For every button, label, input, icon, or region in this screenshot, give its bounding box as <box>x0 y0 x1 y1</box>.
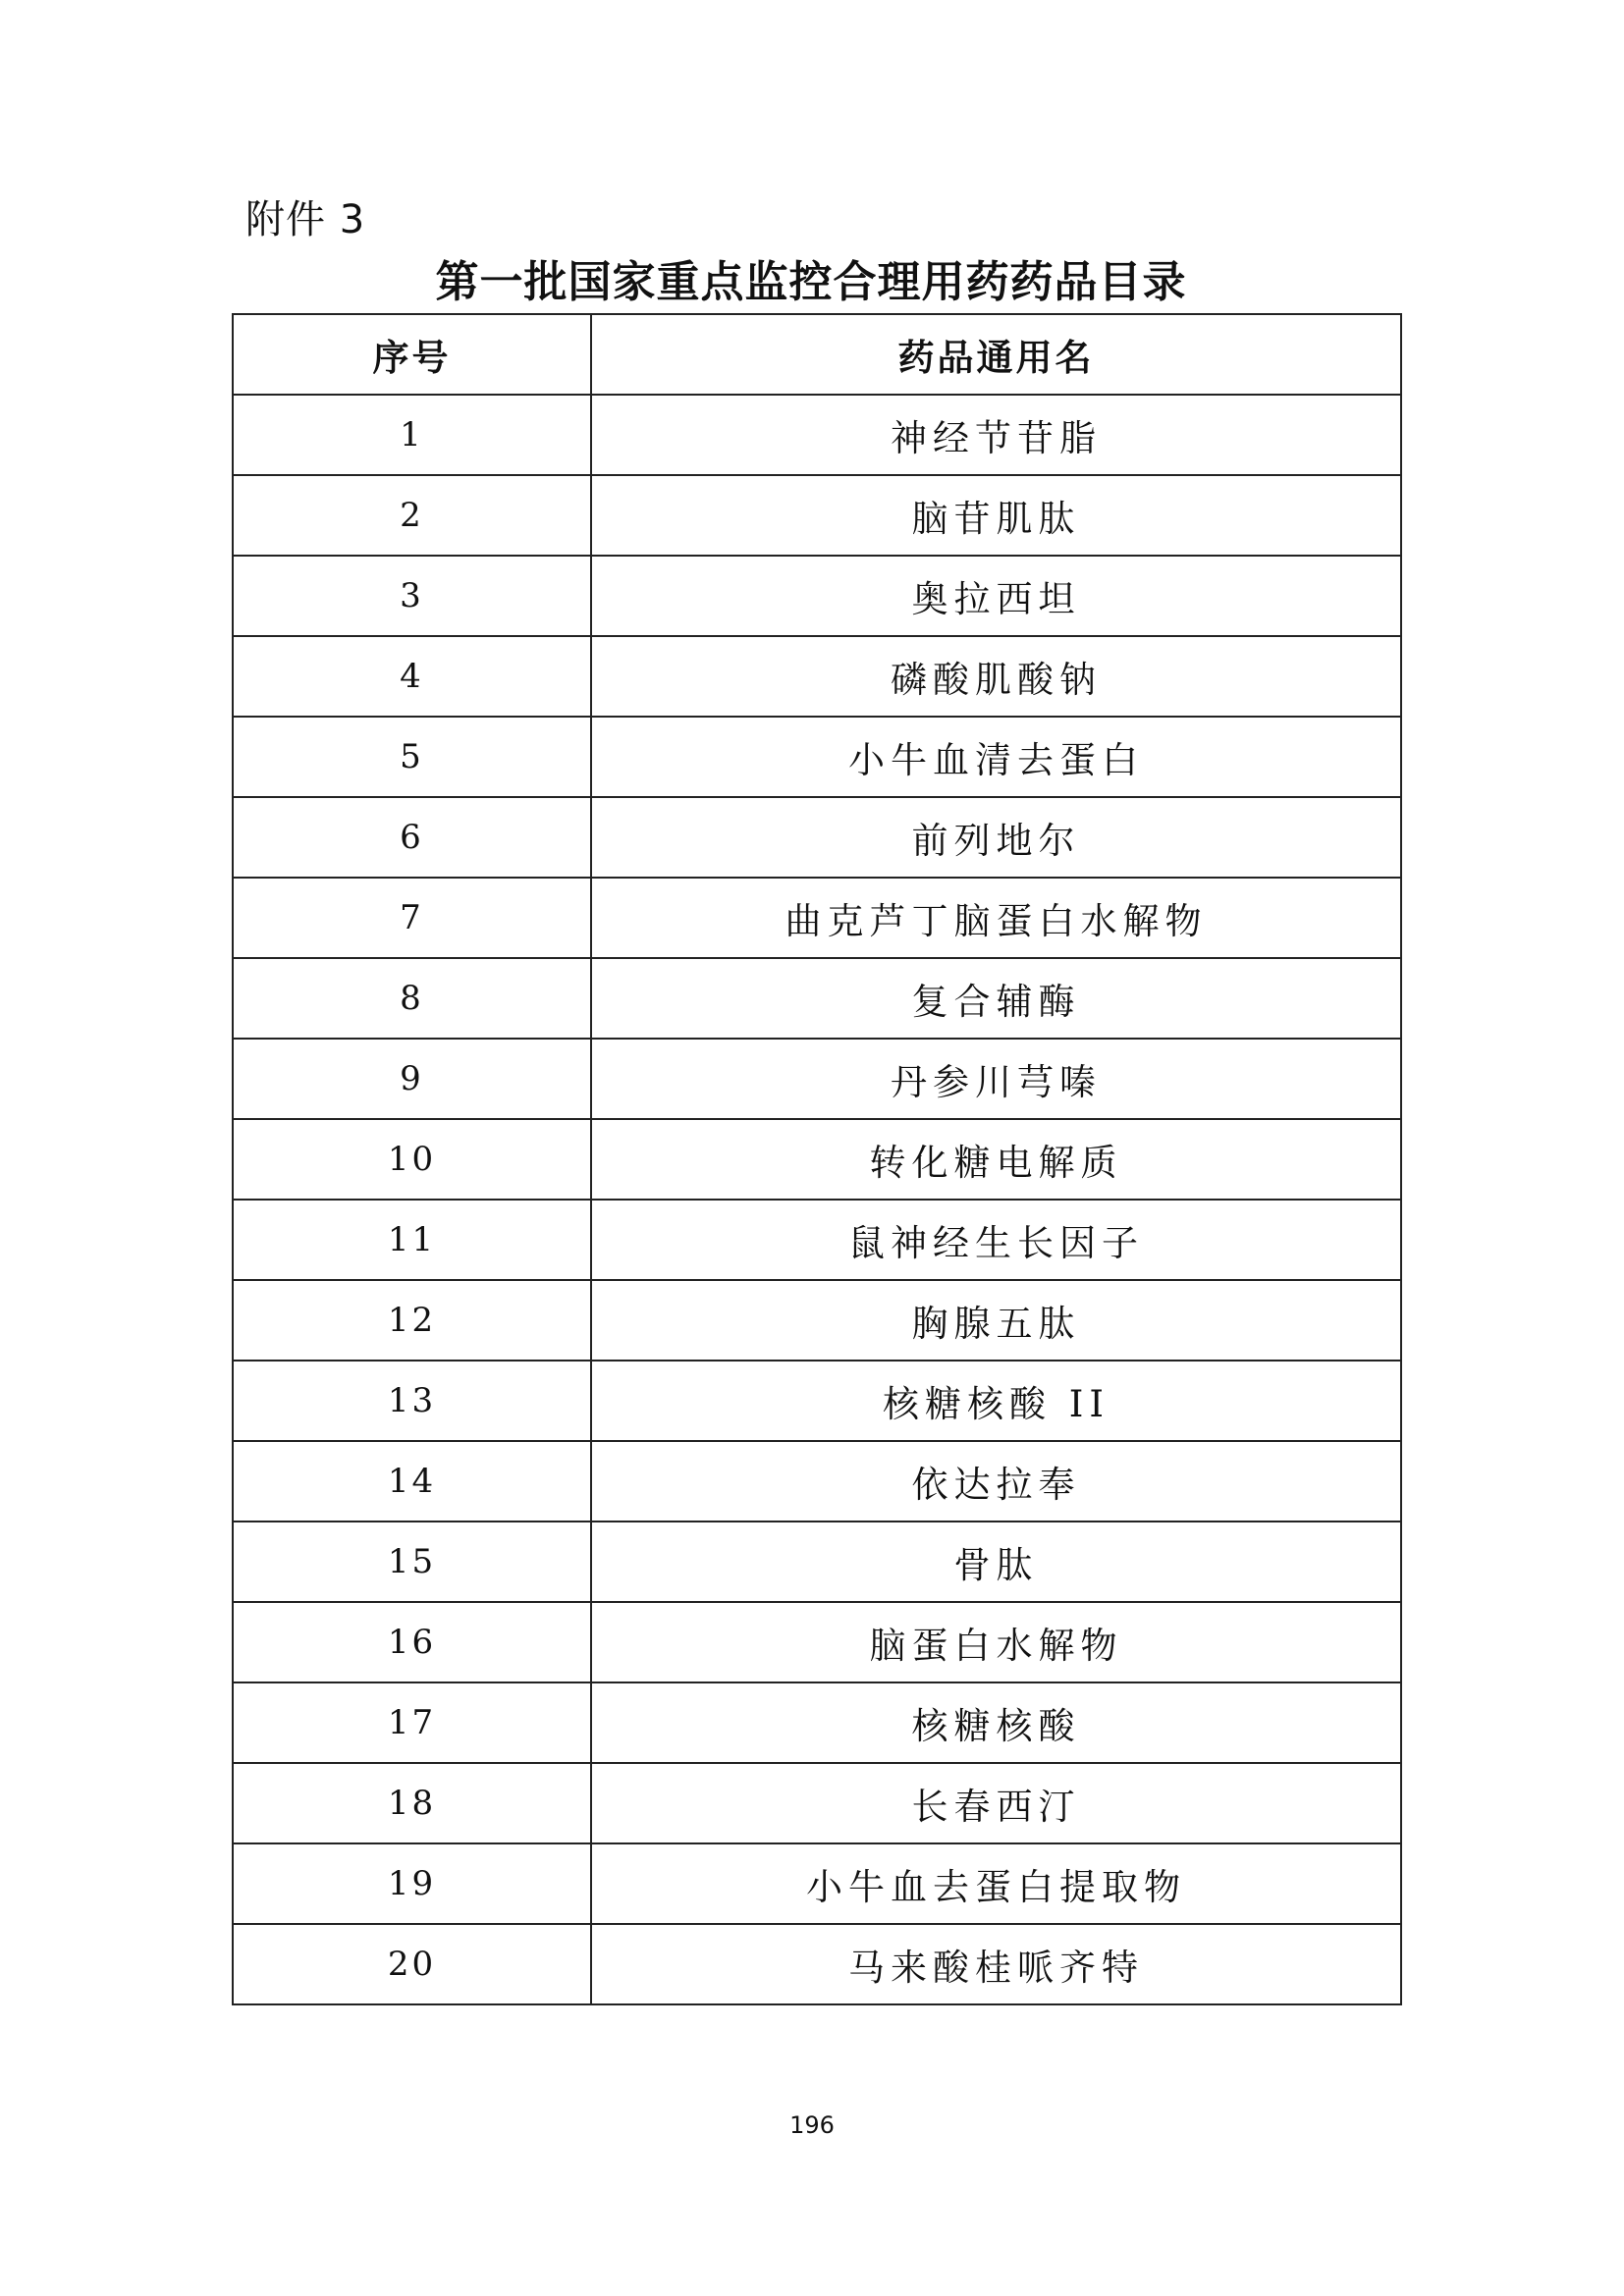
table-row <box>233 958 1401 1039</box>
header-serial-number: 序号 <box>233 314 591 395</box>
drug-name-cell: 骨肽 <box>591 1522 1401 1602</box>
drug-name-cell: 小牛血去蛋白提取物 <box>591 1843 1401 1924</box>
serial-number-cell: 8 <box>233 958 591 1039</box>
drug-name-cell: 鼠神经生长因子 <box>591 1200 1401 1280</box>
serial-number-cell: 17 <box>233 1682 591 1763</box>
serial-number-cell: 11 <box>233 1200 591 1280</box>
table-row <box>233 556 1401 636</box>
page-number: 196 <box>789 2111 835 2139</box>
table-row <box>233 717 1401 797</box>
serial-number-cell: 13 <box>233 1361 591 1441</box>
drug-name-cell: 丹参川芎嗪 <box>591 1039 1401 1119</box>
serial-number-cell: 4 <box>233 636 591 717</box>
drug-name-cell: 脑苷肌肽 <box>591 475 1401 556</box>
drug-name-cell: 磷酸肌酸钠 <box>591 636 1401 717</box>
drug-name-cell: 复合辅酶 <box>591 958 1401 1039</box>
drug-name-cell: 神经节苷脂 <box>591 395 1401 475</box>
table-header-row <box>233 314 1401 395</box>
drug-name-cell: 依达拉奉 <box>591 1441 1401 1522</box>
table-row <box>233 1843 1401 1924</box>
serial-number-cell: 6 <box>233 797 591 878</box>
serial-number-cell: 16 <box>233 1602 591 1682</box>
serial-number-cell: 15 <box>233 1522 591 1602</box>
serial-number-cell: 10 <box>233 1119 591 1200</box>
table-row <box>233 395 1401 475</box>
serial-number-cell: 9 <box>233 1039 591 1119</box>
table-body <box>233 395 1401 2004</box>
serial-number-cell: 12 <box>233 1280 591 1361</box>
drug-name-cell: 前列地尔 <box>591 797 1401 878</box>
drug-name-cell: 小牛血清去蛋白 <box>591 717 1401 797</box>
drug-name-cell: 核糖核酸 II <box>591 1361 1401 1441</box>
table-row <box>233 1602 1401 1682</box>
serial-number-cell: 1 <box>233 395 591 475</box>
table-row <box>233 1924 1401 2004</box>
serial-number-cell: 18 <box>233 1763 591 1843</box>
table-row <box>233 1441 1401 1522</box>
table-row <box>233 1361 1401 1441</box>
drug-name-cell: 脑蛋白水解物 <box>591 1602 1401 1682</box>
drug-name-cell: 转化糖电解质 <box>591 1119 1401 1200</box>
table-row <box>233 878 1401 958</box>
table-row <box>233 1522 1401 1602</box>
serial-number-cell: 14 <box>233 1441 591 1522</box>
table-row <box>233 1119 1401 1200</box>
drug-name-cell: 胸腺五肽 <box>591 1280 1401 1361</box>
drug-name-cell: 曲克芦丁脑蛋白水解物 <box>591 878 1401 958</box>
drug-name-cell: 长春西汀 <box>591 1763 1401 1843</box>
table-row <box>233 797 1401 878</box>
serial-number-cell: 5 <box>233 717 591 797</box>
serial-number-cell: 7 <box>233 878 591 958</box>
serial-number-cell: 3 <box>233 556 591 636</box>
table-row <box>233 1280 1401 1361</box>
drug-name-cell: 核糖核酸 <box>591 1682 1401 1763</box>
table-row <box>233 1200 1401 1280</box>
drug-list-table <box>232 313 1402 2005</box>
table-row <box>233 1039 1401 1119</box>
table-row <box>233 1682 1401 1763</box>
header-drug-generic-name: 药品通用名 <box>591 314 1401 395</box>
serial-number-cell: 2 <box>233 475 591 556</box>
document-title: 第一批国家重点监控合理用药药品目录 <box>435 257 1187 307</box>
attachment-label: 附件 3 <box>245 197 366 242</box>
drug-name-cell: 奥拉西坦 <box>591 556 1401 636</box>
serial-number-cell: 20 <box>233 1924 591 2004</box>
serial-number-cell: 19 <box>233 1843 591 1924</box>
table-row <box>233 1763 1401 1843</box>
table-row <box>233 636 1401 717</box>
table-row <box>233 475 1401 556</box>
drug-name-cell: 马来酸桂哌齐特 <box>591 1924 1401 2004</box>
